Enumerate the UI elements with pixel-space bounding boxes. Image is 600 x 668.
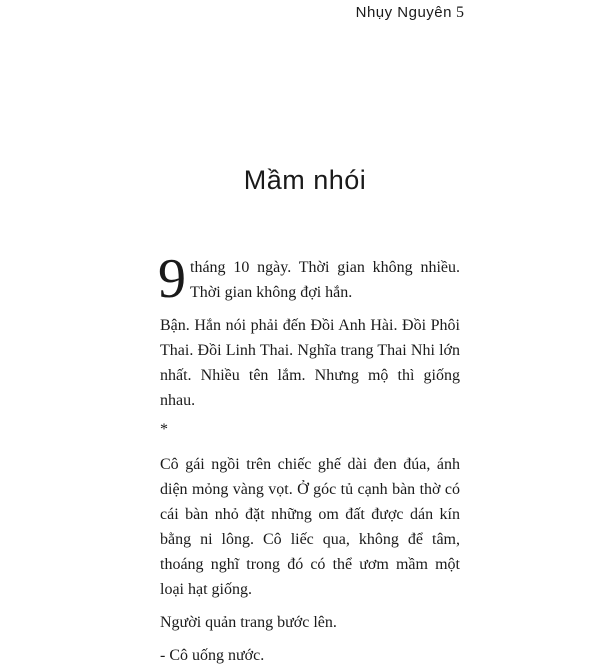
- running-header-author: Nhụy Nguyên: [355, 4, 452, 21]
- chapter-body: [158, 248, 460, 668]
- first-paragraph: [158, 248, 460, 310]
- chapter-title: Mầm nhói: [243, 165, 367, 195]
- dialogue-line: - Cô uống nước.: [160, 647, 265, 664]
- drop-cap: 9: [158, 248, 186, 310]
- paragraph: Cô gái ngồi trên chiếc ghế dài đen đúa, ánh diện mỏng vàng vọt. Ở góc tủ cạnh bàn thờ có cái bàn nhỏ đặt những om đất được dán kín bằng ni lông. Cô liếc qua, không để tâm, thoáng nghĩ trong đó có thể ươm mầm một loại hạt giống.: [160, 456, 460, 598]
- paragraph: Bận. Hắn nói phải đến Đồi Anh Hài. Đồi Phôi Thai. Đồi Linh Thai. Nghĩa trang Thai Nhi lớn nhất. Nhiều tên lắm. Nhưng mộ thì giống nhau.: [160, 317, 460, 409]
- page-number: 5: [456, 4, 464, 21]
- first-paragraph-text: tháng 10 ngày. Thời gian không nhiều. Thời gian không đợi hắn.: [190, 259, 460, 301]
- paragraph: Người quản trang bước lên.: [160, 614, 337, 631]
- section-separator: *: [160, 421, 168, 438]
